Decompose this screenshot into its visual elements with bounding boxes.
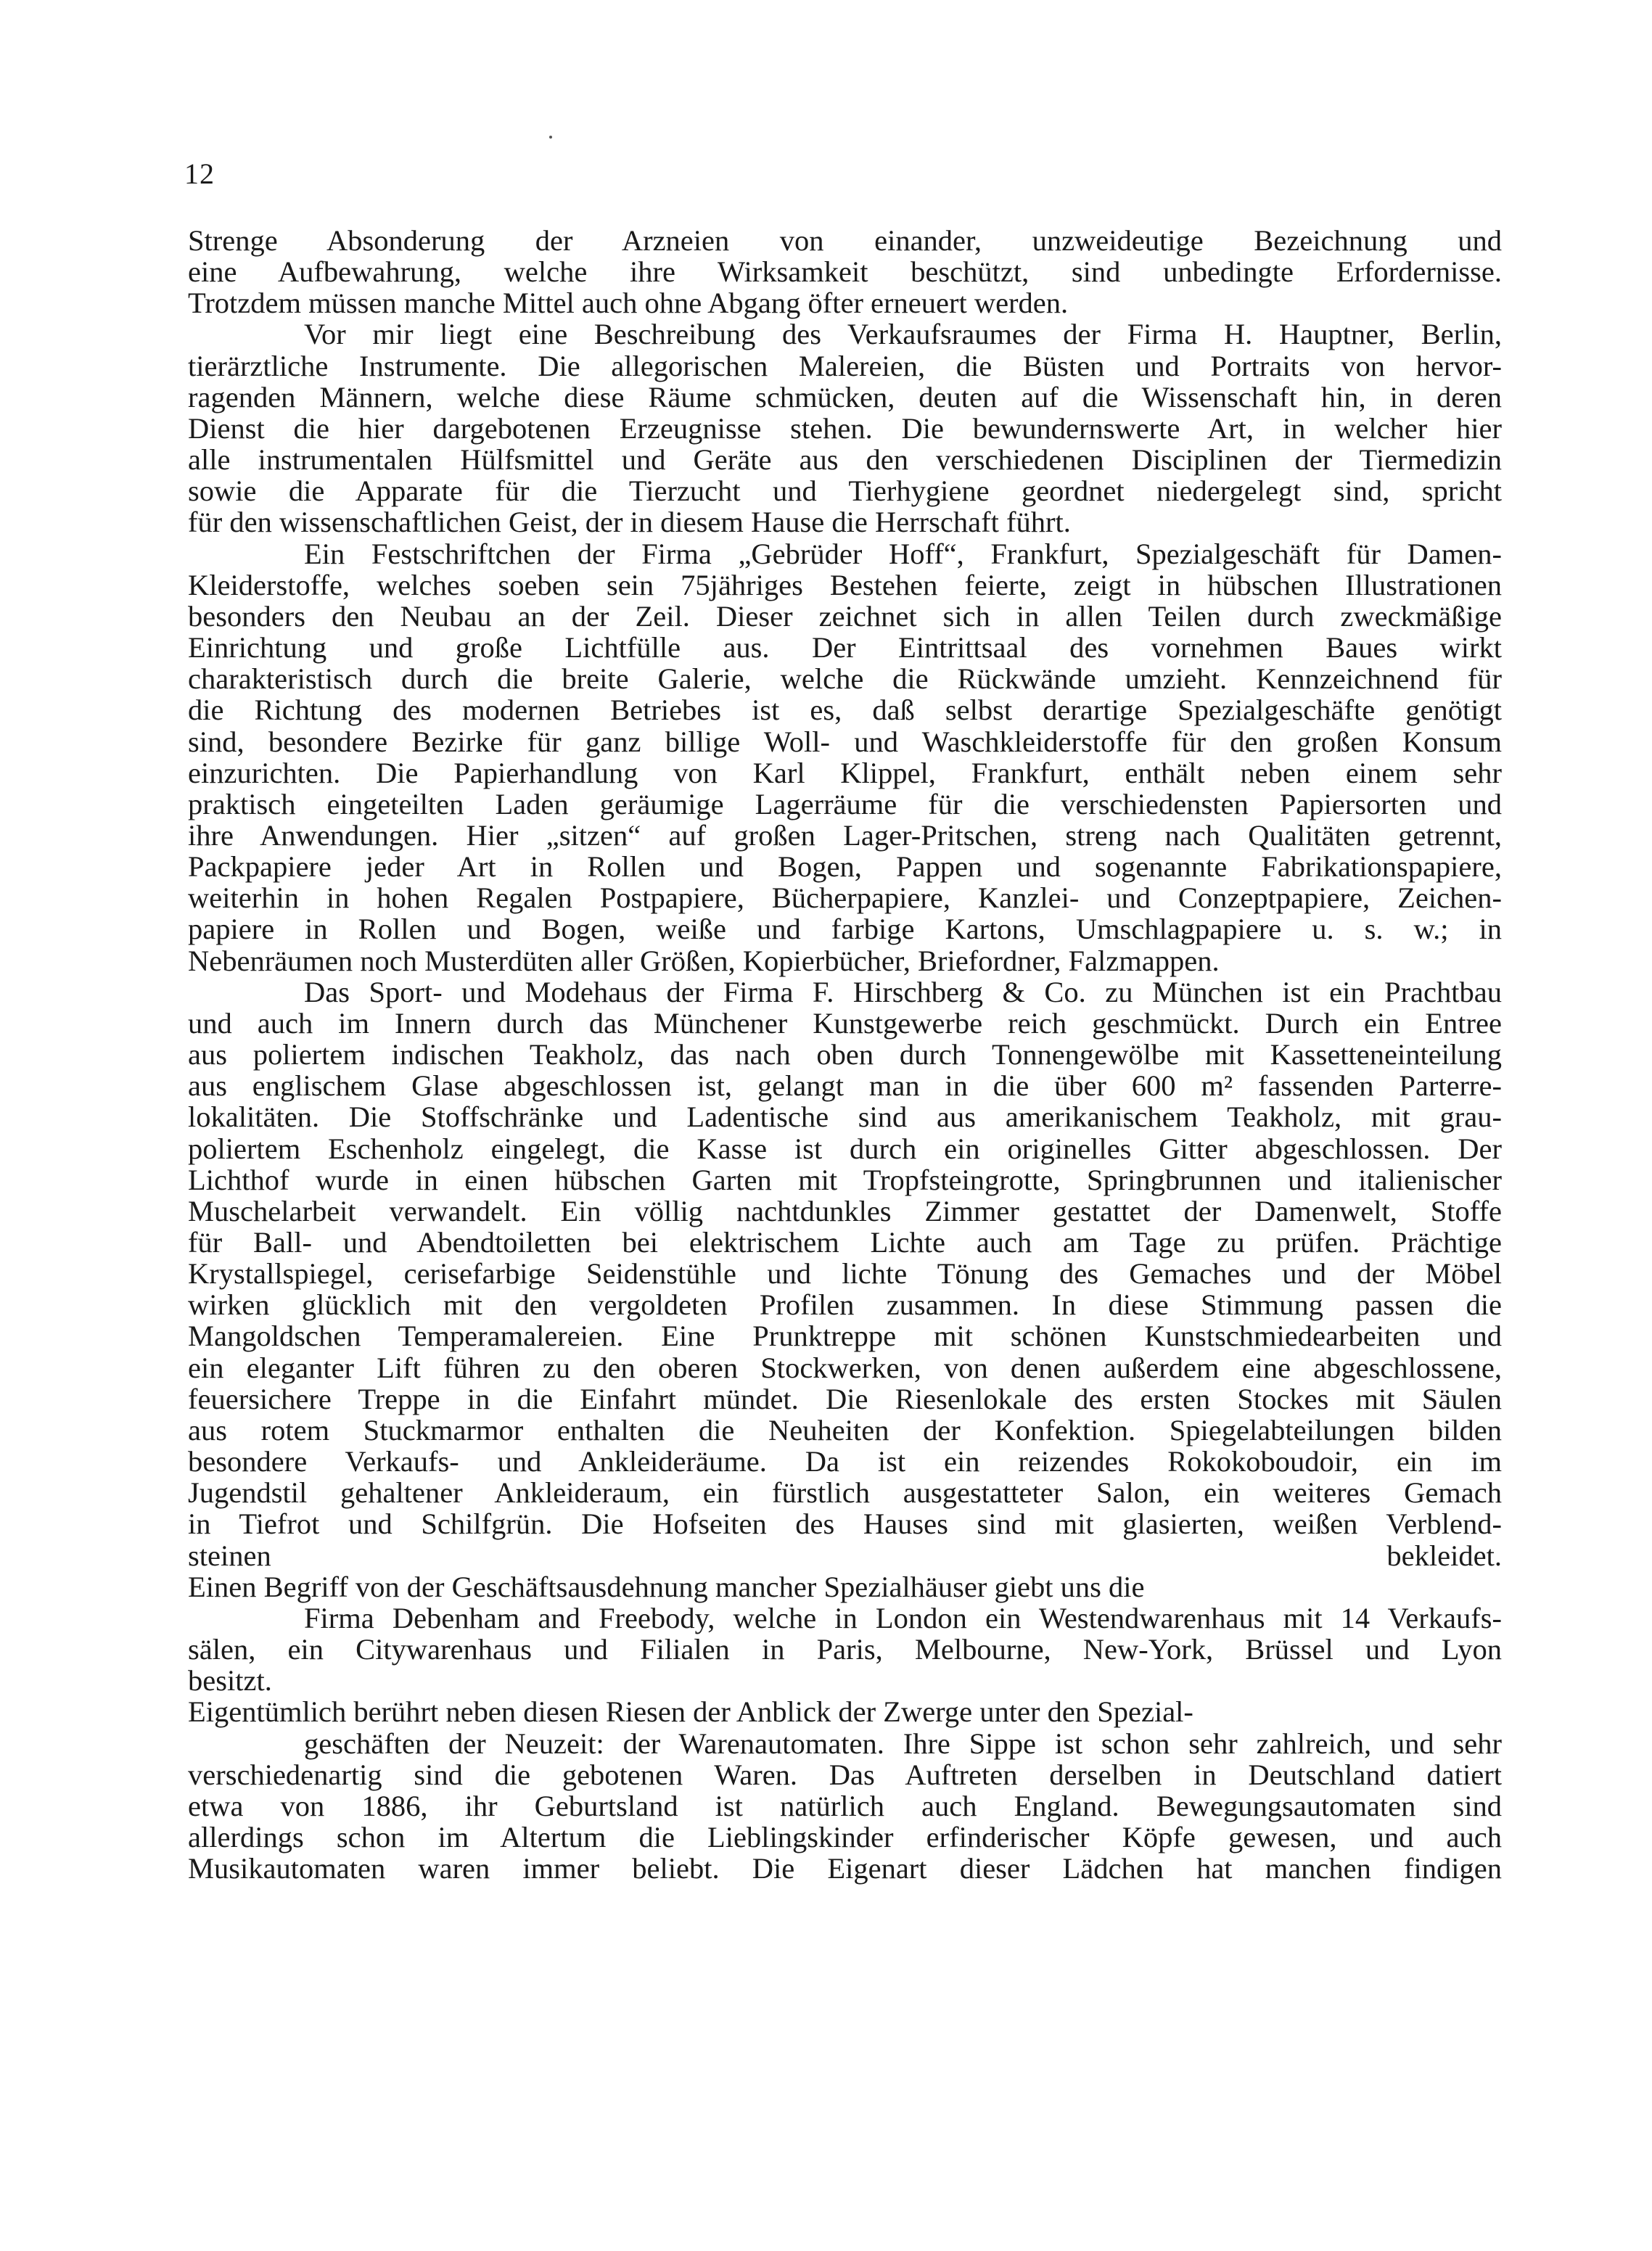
text-line: Trotzdem müssen manche Mittel auch ohne Abgang öfter erneuert werden. (188, 287, 1069, 320)
text-line: Strenge Absonderung der Arzneien von einander, unzweideutige Bezeichnung und (188, 224, 1502, 257)
text-line: geschäften der Neuzeit: der Warenautomaten. Ihre Sippe ist schon sehr zahlreich, und sehr (304, 1727, 1502, 1760)
body-text (188, 225, 1502, 1884)
scan-speck (549, 136, 552, 139)
text-line: sind, besondere Bezirke für ganz billige Woll- und Waschkleiderstoffe für den großen Konsum (188, 725, 1502, 758)
text-line: aus rotem Stuckmarmor enthalten die Neuheiten der Konfektion. Spiegelabteilungen bilden (188, 1413, 1502, 1447)
text-line: Einrichtung und große Lichtfülle aus. Der Eintrittsaal des vornehmen Baues wirkt (188, 631, 1502, 664)
text-line: wirken glücklich mit den vergoldeten Profilen zusammen. In diese Stimmung passen die (188, 1288, 1502, 1322)
text-line: tierärztliche Instrumente. Die allegorischen Malereien, die Büsten und Portraits von hervor- (188, 349, 1502, 382)
text-line: besitzt. (188, 1664, 272, 1697)
text-line: ein eleganter Lift führen zu den oberen Stockwerken, von denen außerdem eine abgeschlossene, (188, 1351, 1502, 1384)
text-line: Einen Begriff von der Geschäftsausdehnung mancher Spezialhäuser giebt uns die (188, 1570, 1145, 1603)
text-line: ihre Anwendungen. Hier „sitzen“ auf großen Lager-Pritschen, streng nach Qualitäten getrennt, (188, 818, 1502, 852)
text-line: Mangoldschen Temperamalereien. Eine Prunktreppe mit schönen Kunstschmiedearbeiten und (188, 1320, 1502, 1353)
text-line: weiterhin in hohen Regalen Postpapiere, Bücherpapiere, Kanzlei- und Conzeptpapiere, Zeichen- (188, 881, 1502, 915)
text-line: alle instrumentalen Hülfsmittel und Geräte aus den verschiedenen Disciplinen der Tiermedizin (188, 443, 1502, 477)
text-line: Lichthof wurde in einen hübschen Garten mit Tropfsteingrotte, Springbrunnen und italienischer (188, 1163, 1502, 1196)
text-line: charakteristisch durch die breite Galerie, welche die Rückwände umzieht. Kennzeichnend für (188, 662, 1502, 696)
text-line: Musikautomaten waren immer beliebt. Die Eigenart dieser Lädchen hat manchen findigen (188, 1852, 1502, 1885)
text-line: für Ball- und Abendtoiletten bei elektrischem Lichte auch am Tage zu prüfen. Prächtige (188, 1226, 1502, 1259)
text-line: Firma Debenham and Freebody, welche in London ein Westendwarenhaus mit 14 Verkaufs- (304, 1601, 1502, 1634)
text-line: feuersichere Treppe in die Einfahrt mündet. Die Riesenlokale des ersten Stockes mit Säulen (188, 1382, 1502, 1415)
text-line: Das Sport- und Modehaus der Firma F. Hirschberg & Co. zu München ist ein Prachtbau (304, 975, 1502, 1008)
text-line: eine Aufbewahrung, welche ihre Wirksamkeit beschützt, sind unbedingte Erfordernisse. (188, 255, 1502, 289)
text-line: sowie die Apparate für die Tierzucht und Tierhygiene geordnet niedergelegt sind, spricht (188, 474, 1502, 508)
text-line: Ein Festschriftchen der Firma „Gebrüder Hoff“, Frankfurt, Spezialgeschäft für Damen- (304, 537, 1502, 570)
text-line: Krystallspiegel, cerisefarbige Seidenstühle und lichte Tönung des Gemaches und der Möbel (188, 1257, 1502, 1291)
text-line: steinen bekleidet. (188, 1539, 1502, 1572)
text-line: besonders den Neubau an der Zeil. Dieser zeichnet sich in allen Teilen durch zweckmäßige (188, 599, 1502, 633)
text-line: allerdings schon im Altertum die Lieblingskinder erfinderischer Köpfe gewesen, und auch (188, 1820, 1502, 1853)
text-line: die Richtung des modernen Betriebes ist es, daß selbst derartige Spezialgeschäfte genötigt (188, 694, 1502, 727)
text-line: aus poliertem indischen Teakholz, das nach oben durch Tonnengewölbe mit Kassetteneinteilung (188, 1038, 1502, 1071)
text-line: Kleiderstoffe, welches soeben sein 75jähriges Bestehen feierte, zeigt in hübschen Illustrationen (188, 568, 1502, 601)
text-line: poliertem Eschenholz eingelegt, die Kasse ist durch ein originelles Gitter abgeschlossen. Der (188, 1132, 1502, 1165)
text-line: lokalitäten. Die Stoffschränke und Ladentische sind aus amerikanischem Teakholz, mit grau- (188, 1100, 1502, 1134)
text-line: Nebenräumen noch Musterdüten aller Größen, Kopierbücher, Briefordner, Falzmappen. (188, 944, 1220, 977)
text-line: Vor mir liegt eine Beschreibung des Verkaufsraumes der Firma H. Hauptner, Berlin, (304, 318, 1502, 351)
text-line: sälen, ein Citywarenhaus und Filialen in Paris, Melbourne, New-York, Brüssel und Lyon (188, 1633, 1502, 1666)
text-line: Packpapiere jeder Art in Rollen und Bogen, Pappen und sogenannte Fabrikationspapiere, (188, 850, 1502, 884)
text-line: ragenden Männern, welche diese Räume schmücken, deuten auf die Wissenschaft hin, in deren (188, 380, 1502, 413)
text-line: Jugendstil gehaltener Ankleideraum, ein fürstlich ausgestatteter Salon, ein weiteres Gemach (188, 1476, 1502, 1510)
text-line: Eigentümlich berührt neben diesen Riesen der Anblick der Zwerge unter den Spezial- (188, 1695, 1193, 1729)
text-line: Muschelarbeit verwandelt. Ein völlig nachtdunkles Zimmer gestattet der Damenwelt, Stoffe (188, 1194, 1502, 1227)
text-line: besondere Verkaufs- und Ankleideräume. Da ist ein reizendes Rokokoboudoir, ein im (188, 1445, 1502, 1478)
text-line: papiere in Rollen und Bogen, weiße und farbige Kartons, Umschlagpapiere u. s. w.; in (188, 913, 1502, 946)
text-line: Dienst die hier dargebotenen Erzeugnisse stehen. Die bewundernswerte Art, in welcher hier (188, 411, 1502, 445)
text-line: verschiedenartig sind die gebotenen Waren. Das Auftreten derselben in Deutschland datiert (188, 1758, 1502, 1791)
page-number: 12 (184, 157, 215, 190)
text-line: praktisch eingeteilten Laden geräumige Lagerräume für die verschiedensten Papiersorten und (188, 787, 1502, 820)
text-line: aus englischem Glase abgeschlossen ist, gelangt man in die über 600 m² fassenden Parterre- (188, 1069, 1502, 1103)
text-line: einzurichten. Die Papierhandlung von Karl Klippel, Frankfurt, enthält neben einem sehr (188, 756, 1502, 789)
text-line: in Tiefrot und Schilfgrün. Die Hofseiten des Hauses sind mit glasierten, weißen Verblend- (188, 1507, 1502, 1541)
text-line: und auch im Innern durch das Münchener Kunstgewerbe reich geschmückt. Durch ein Entree (188, 1006, 1502, 1040)
text-line: für den wissenschaftlichen Geist, der in diesem Hause die Herrschaft führt. (188, 506, 1071, 539)
text-line: etwa von 1886, ihr Geburtsland ist natürlich auch England. Bewegungsautomaten sind (188, 1789, 1502, 1822)
